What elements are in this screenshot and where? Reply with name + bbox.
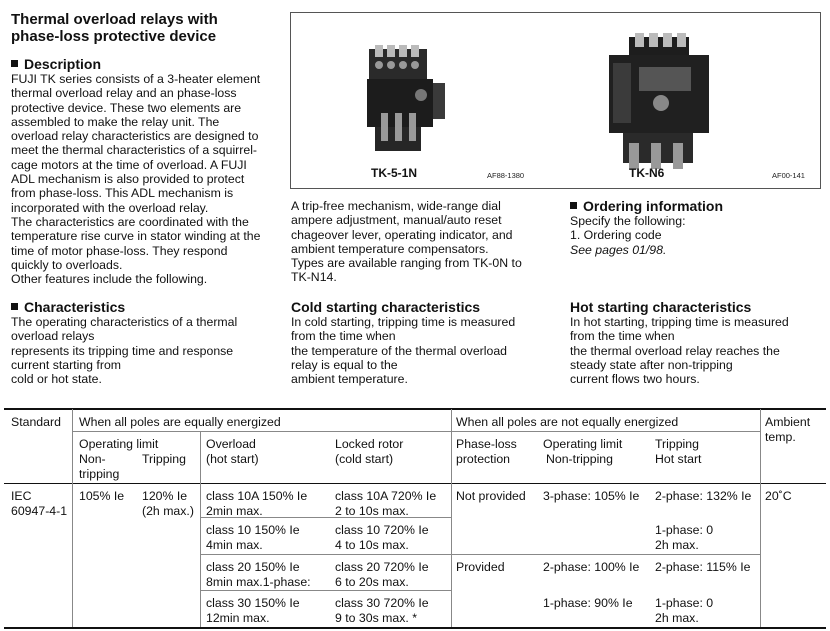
header-equally-energized: When all poles are equally energized	[79, 415, 281, 429]
cell-np-operating: 3-phase: 105% Ie	[543, 489, 640, 503]
ordering-page-reference: See pages 01/98.	[570, 242, 667, 257]
table-row: class 30 150% Ie 12min max.	[206, 596, 300, 625]
text-line: A trip-free mechanism, wide-range dial	[291, 199, 501, 213]
text-line: cage motors at the time of overload. A FUJI	[11, 157, 247, 172]
text-line: ADL mechanism is also provided to protect	[11, 172, 245, 187]
table-row: class 20 720% Ie 6 to 20s max.	[335, 560, 429, 589]
figure-code-right: AF00-141	[772, 171, 805, 180]
text-line: ampere adjustment, manual/auto reset	[291, 213, 502, 228]
table-row: class 10A 720% Ie 2 to 10s max.	[335, 489, 437, 518]
cell-tripping: 120% Ie (2h max.)	[142, 489, 194, 518]
characteristics-heading: Characteristics	[24, 299, 126, 315]
header-operating-limit-2: Operating limit Non-tripping	[543, 437, 623, 466]
text-line: overload relays	[11, 329, 95, 344]
text-line: The characteristics are coordinated with the	[11, 214, 249, 229]
text-line: Specify the following:	[570, 214, 686, 228]
title-line-1: Thermal overload relays with	[11, 11, 218, 28]
cell-np-trip-1phase: 1-phase: 0 2h max.	[655, 523, 714, 552]
text-line: The operating characteristics of a thermal	[11, 315, 238, 329]
text-line: Types are available ranging from TK-0N to	[291, 256, 522, 271]
caption-tk-n6: TK-N6	[629, 166, 665, 180]
text-line: time of motor phase-loss. They respond	[11, 243, 228, 258]
header-tripping-hot-start: Tripping Hot start	[655, 437, 702, 466]
text-line: meet the thermal characteristics of a squirrel-	[11, 143, 258, 158]
cell-p-trip-1phase: 1-phase: 0 2h max.	[655, 596, 714, 625]
cell-provided: Provided	[456, 560, 505, 574]
cell-not-provided: Not provided	[456, 489, 526, 503]
text-line: ambient temperature.	[291, 372, 408, 387]
ordering-heading: Ordering information	[583, 198, 723, 214]
text-line: relay is equal to the	[291, 357, 398, 372]
caption-tk-5-1n: TK-5-1N	[371, 166, 418, 180]
cell-p-trip-2phase: 2-phase: 115% Ie	[655, 560, 751, 574]
text-line: In hot starting, tripping time is measured	[570, 315, 789, 329]
text-line: thermal overload relay and an phase-loss	[11, 86, 237, 101]
header-locked-rotor: Locked rotor (cold start)	[335, 437, 404, 466]
cell-ambient: 20˚C	[765, 489, 792, 503]
cell-non-tripping: 105% Ie	[79, 489, 125, 503]
text-line: steady state after non-tripping	[570, 357, 733, 372]
text-line: 1. Ordering code	[570, 228, 662, 243]
header-tripping: Tripping	[142, 452, 186, 466]
header-overload: Overload (hot start)	[206, 437, 259, 466]
text-line: represents its tripping time and response	[11, 343, 234, 358]
text-line: current starting from	[11, 357, 122, 372]
header-non-tripping: Non- tripping	[79, 452, 120, 481]
figure-code-left: AF88-1380	[487, 171, 525, 180]
text-line: from the time when	[291, 329, 396, 344]
text-line: quickly to overloads.	[11, 257, 123, 272]
text-line: incorporated with the overload relay.	[11, 200, 209, 215]
text-line: assembled to make the relay unit. The	[11, 114, 220, 129]
cell-p-operating-1phase: 1-phase: 90% Ie	[543, 596, 633, 610]
table-row: class 10 720% Ie 4 to 10s max.	[335, 523, 429, 552]
title-line-2: phase-loss protective device	[11, 28, 217, 45]
table-row: class 20 150% Ie 8min max.1-phase:	[206, 560, 311, 589]
text-line: chageover lever, operating indicator, and	[291, 227, 513, 242]
text-line: current flows two hours.	[570, 372, 700, 387]
header-phase-loss: Phase-loss protection	[456, 437, 517, 466]
text-line: temperature rise curve in stator winding at the	[11, 229, 261, 244]
text-line: the thermal overload relay reaches the	[570, 343, 780, 358]
description-heading: Description	[24, 56, 102, 72]
header-standard: Standard	[11, 415, 61, 429]
cell-np-trip-2phase: 2-phase: 132% Ie	[655, 489, 752, 503]
text-line: cold or hot state.	[11, 372, 102, 387]
cell-standard: IEC 60947-4-1	[11, 489, 68, 518]
table-row: class 30 720% Ie 9 to 30s max. *	[335, 596, 429, 625]
cold-starting-heading: Cold starting characteristics	[291, 299, 481, 315]
cell-p-operating-2phase: 2-phase: 100% Ie	[543, 560, 640, 574]
text-line: In cold starting, tripping time is measured	[291, 315, 516, 329]
hot-starting-heading: Hot starting characteristics	[570, 299, 752, 315]
header-not-equally-energized: When all poles are not equally energized	[456, 415, 679, 429]
table-row: class 10 150% Ie 4min max.	[206, 523, 300, 552]
text-line: from the time when	[570, 329, 675, 344]
header-operating-limit: Operating limit	[79, 437, 159, 451]
header-ambient-temp: Ambient temp.	[765, 415, 811, 444]
text-line: overload relay characteristics are designed to	[11, 129, 259, 144]
text-line: Other features include the following.	[11, 272, 208, 287]
text-line: protective device. These two elements are	[11, 100, 242, 115]
text-line: TK-N14.	[291, 270, 337, 285]
text-line: the temperature of the thermal overload	[291, 343, 508, 358]
text-line: from phase-loss. This ADL mechanism is	[11, 186, 234, 201]
text-line: FUJI TK series consists of a 3-heater element	[11, 72, 261, 86]
text-line: ambient temperature compensators.	[291, 241, 489, 256]
table-row: class 10A 150% Ie 2min max.	[206, 489, 308, 518]
